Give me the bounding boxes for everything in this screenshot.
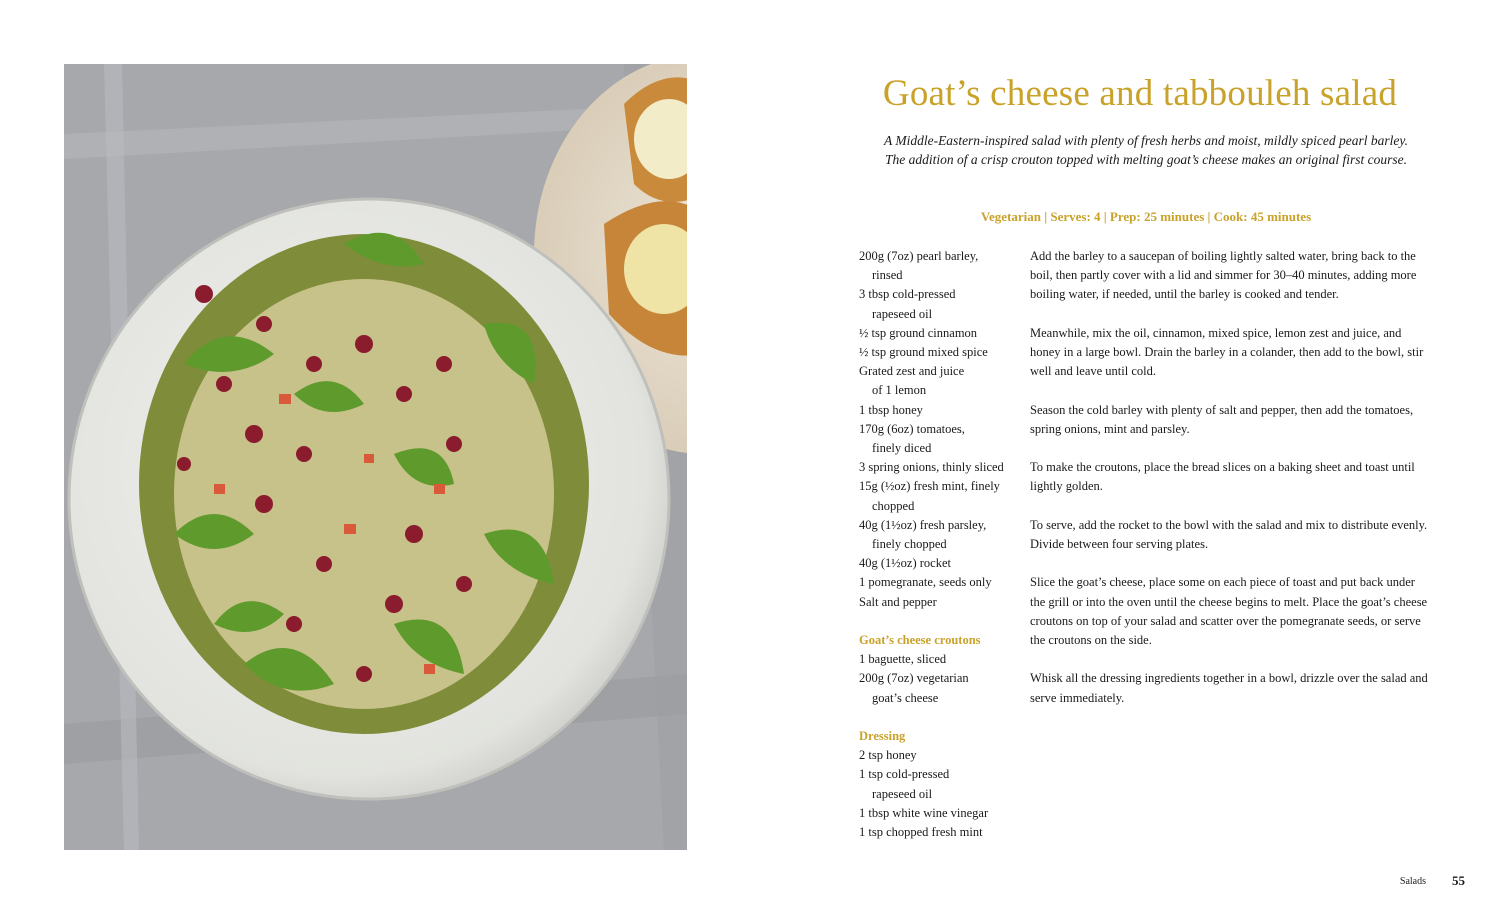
ingredient-line: rinsed [872,268,903,283]
ingredient-line: 3 spring onions, thinly sliced [859,460,1004,475]
method-step: Slice the goat’s cheese, place some on each piece of toast and put back under the grill or into the oven until the cheese begins to melt. Place the goat’s cheese croutons on top of your salad and scatter over the pomegranate seeds, or serve the croutons on the side. [1030,575,1428,647]
footer-section-name: Salads [1399,876,1426,887]
ingredient-line: of 1 lemon [872,383,927,398]
ingredient-line: 1 tsp chopped fresh mint [859,825,983,840]
spacer [859,708,1024,727]
croutons-heading: Goat’s cheese croutons [859,633,981,648]
method-steps [1030,247,1430,727]
ingredient-line: ½ tsp ground mixed spice [859,345,988,360]
ingredient-line: 40g (1½oz) rocket [859,556,951,571]
method-step: Whisk all the dressing ingredients together in a bowl, drizzle over the salad and serve immediately. [1030,671,1428,705]
main-ingredients [859,247,1024,612]
ingredient-line: chopped [872,498,915,513]
recipe-photo [64,64,687,850]
ingredient-line: 1 pomegranate, seeds only [859,575,992,590]
method-step: Add the barley to a saucepan of boiling lightly salted water, bring back to the boil, then partly cover with a lid and simmer for 30–40 minutes, adding more boiling water, if needed, until the barley is cooked and tender. [1030,249,1417,302]
ingredients-list [859,247,1024,842]
intro-line: A Middle-Eastern-inspired salad with plenty of fresh herbs and moist, mildly spiced pearl barley. [883,133,1409,148]
ingredient-line: 200g (7oz) vegetarian [859,671,969,686]
salad-illustration [64,64,687,850]
ingredient-line: 170g (6oz) tomatoes, [859,421,965,436]
method-step: To make the croutons, place the bread slices on a baking sheet and toast until lightly golden. [1030,460,1415,494]
spacer [859,612,1024,631]
ingredient-line: 200g (7oz) pearl barley, [859,249,979,263]
ingredient-line: Grated zest and juice [859,364,965,379]
method-step: Meanwhile, mix the oil, cinnamon, mixed spice, lemon zest and juice, and honey in a large bowl. Drain the barley in a colander, then add to the bowl, stir well and leave until cold. [1030,325,1424,379]
recipe-meta: Vegetarian | Serves: 4 | Prep: 25 minutes | Cook: 45 minutes [980,209,1312,224]
dressing-ingredients [859,746,1024,842]
ingredient-line: 1 tbsp white wine vinegar [859,805,989,820]
ingredient-line: rapeseed oil [872,786,933,801]
ingredient-line: 1 tsp cold-pressed [859,767,950,782]
crouton-ingredients [859,650,1024,708]
ingredient-line: 15g (½oz) fresh mint, finely [859,479,1000,494]
ingredient-line: goat’s cheese [872,690,939,705]
intro-line: The addition of a crisp crouton topped with melting goat’s cheese makes an original first course. [885,152,1407,167]
method-step: To serve, add the rocket to the bowl with the salad and mix to distribute evenly. Divide between four serving plates. [1030,517,1428,551]
recipe-intro [856,131,1436,169]
ingredient-line: Salt and pepper [859,594,937,609]
method-step: Season the cold barley with plenty of salt and pepper, then add the tomatoes, spring onions, mint and parsley. [1030,402,1414,436]
dressing-heading: Dressing [859,729,906,744]
ingredient-line: 1 baguette, sliced [859,652,947,667]
ingredient-line: 3 tbsp cold-pressed [859,287,956,302]
ingredient-line: 1 tbsp honey [859,402,923,417]
ingredient-line: rapeseed oil [872,306,933,321]
page-number: 55 [1452,873,1465,888]
recipe-title: Goat’s cheese and tabbouleh salad [882,73,1398,114]
ingredient-line: 2 tsp honey [859,748,917,763]
ingredient-line: finely diced [872,441,932,456]
ingredient-line: ½ tsp ground cinnamon [859,325,978,340]
ingredient-line: finely chopped [872,537,947,552]
ingredient-line: 40g (1½oz) fresh parsley, [859,517,987,532]
